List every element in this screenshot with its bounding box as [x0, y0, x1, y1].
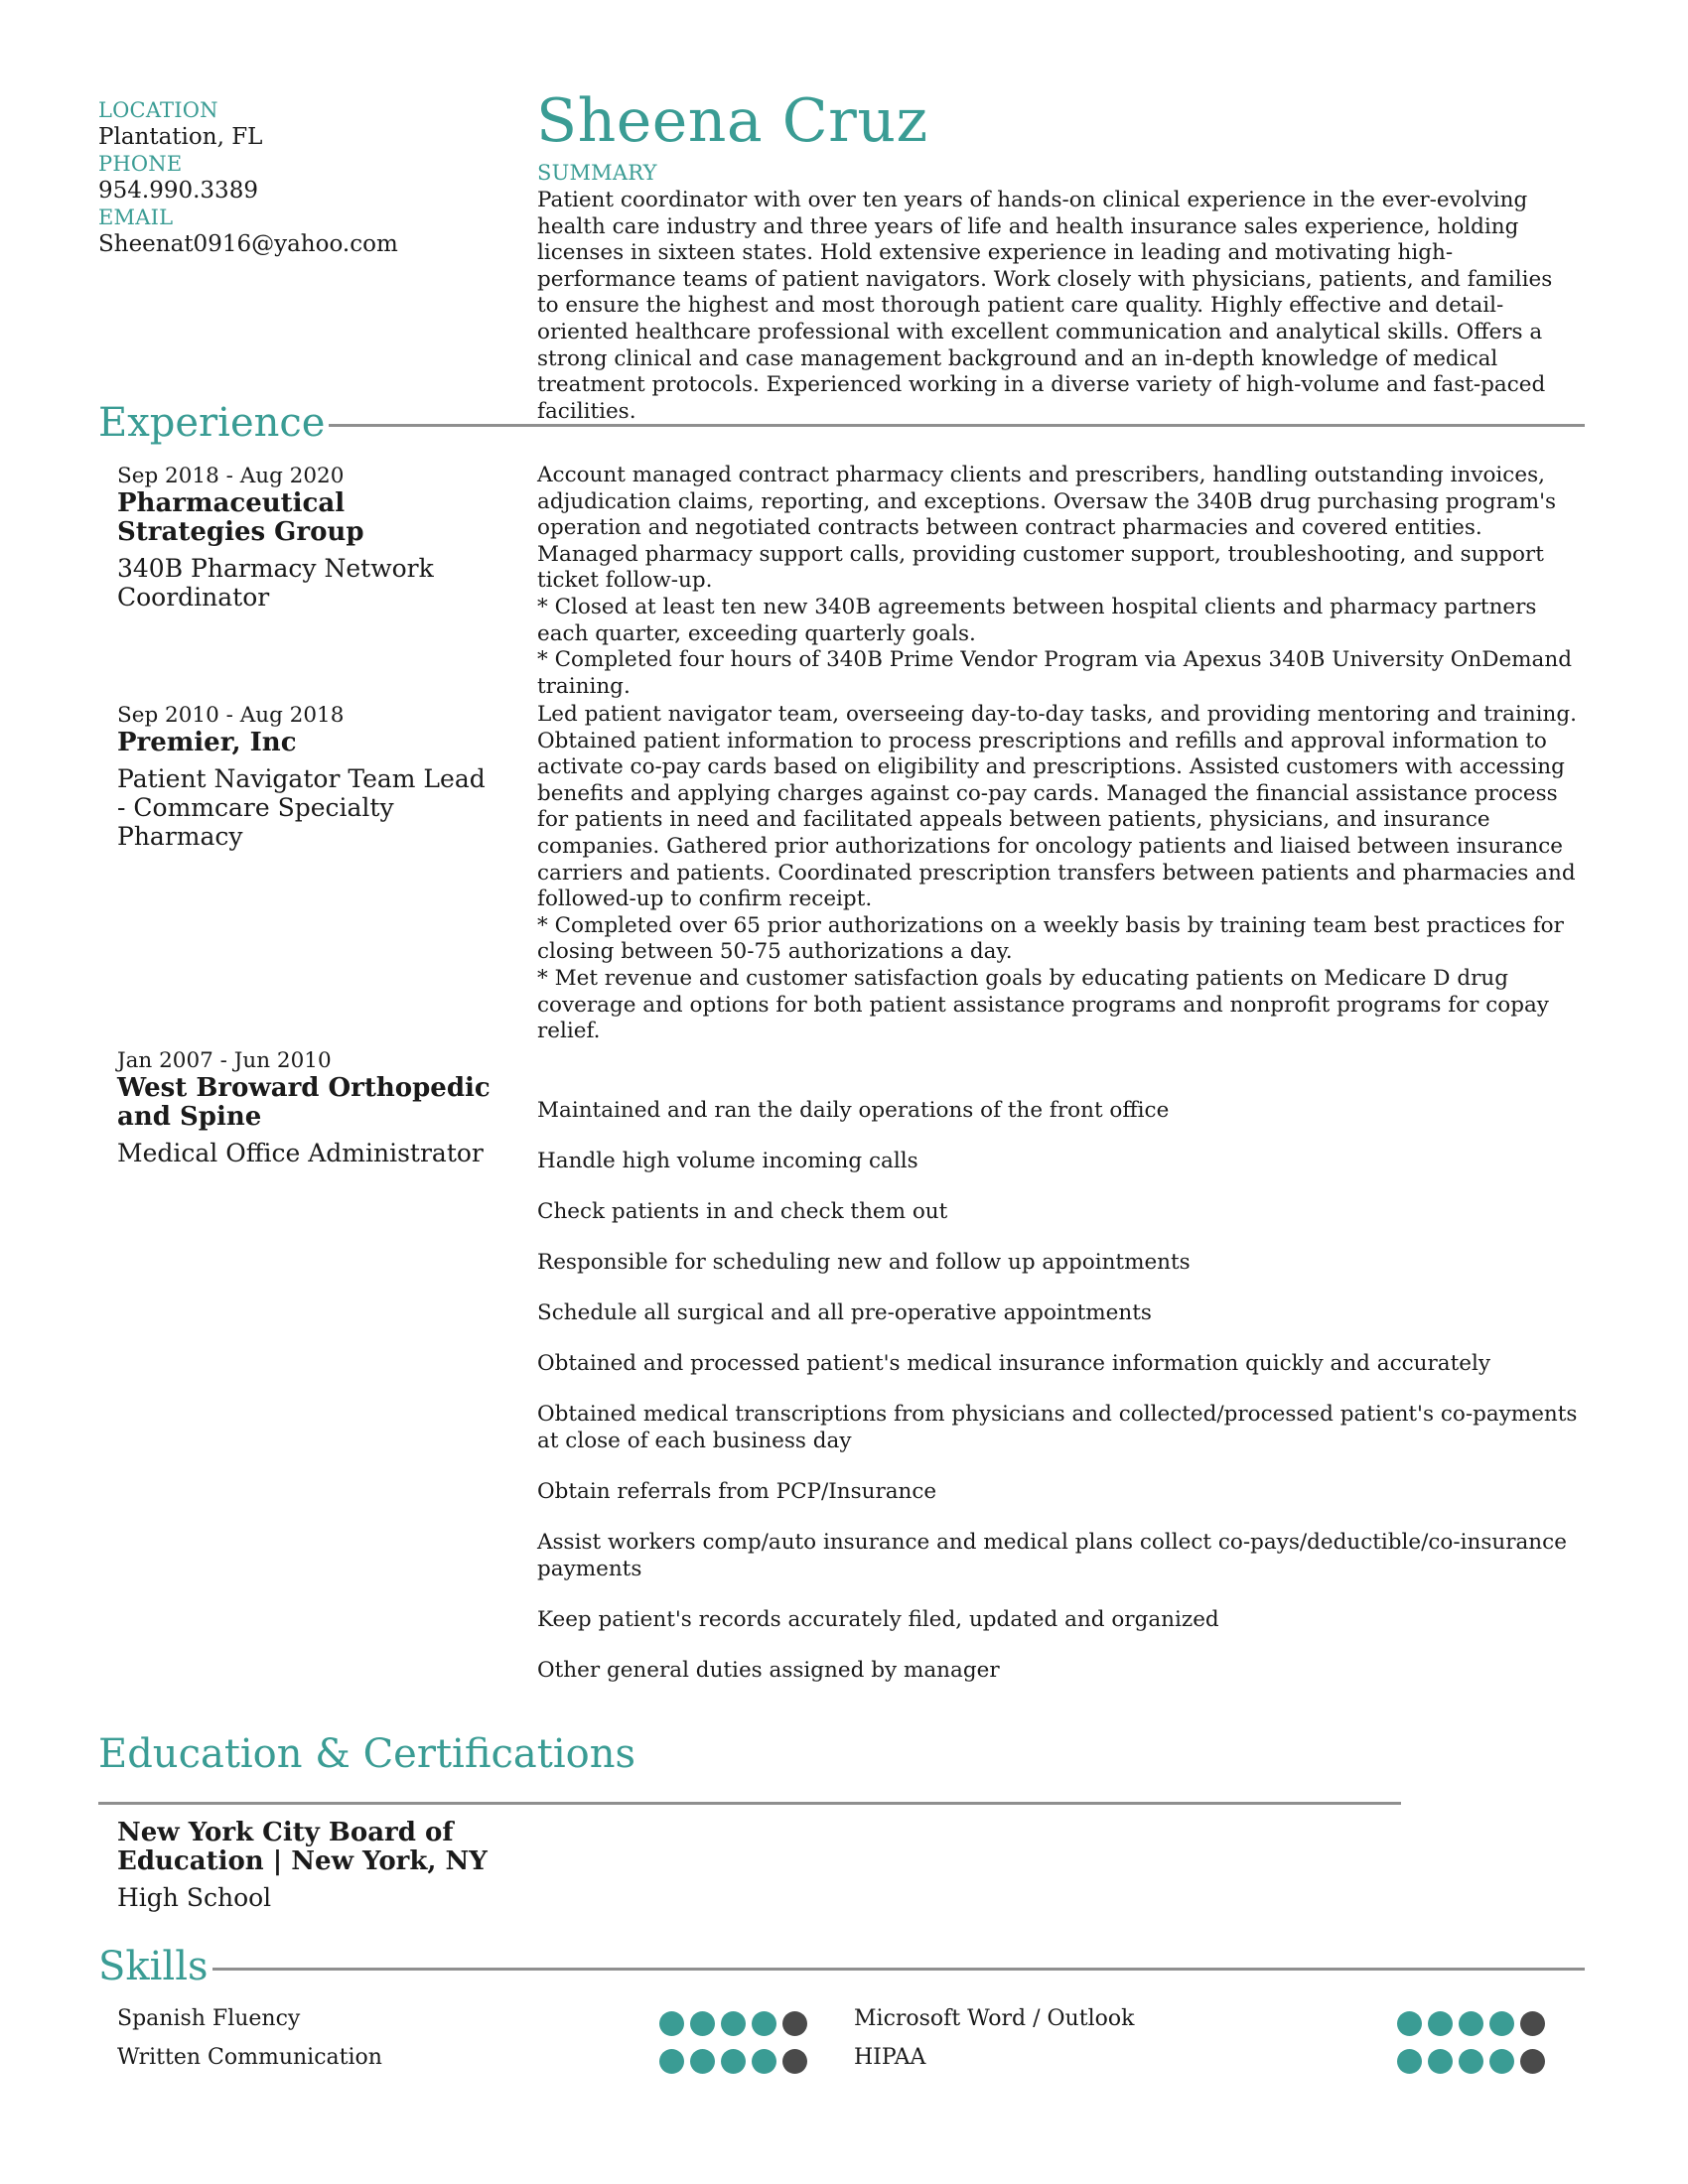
rating-dot-filled [1428, 2011, 1453, 2036]
summary-text: Patient coordinator with over ten years of hands-on clinical experience in the ever-evolving health care industry and three years of life and health insurance sales experience, holding licenses in sixteen states. Hold extensive experience in leading and motivating high-performance teams of patient navigators. Work closely with physicians, patients, and families to ensure the highest and most thorough patient care quality. Highly effective and detail-oriented healthcare professional with excellent communication and analytical skills. Offers a strong clinical and case management background and an in-depth knowledge of medical treatment protocols. Experienced working in a diverse variety of high-volume and fast-paced facilities. [537, 188, 1553, 424]
rating-dot-filled [1489, 2011, 1514, 2036]
job-description: Account managed contract pharmacy clients and prescribers, handling outstanding invoices, adjudication claims, reporting, and exceptions. Oversaw the 340B drug purchasing program's operation and negotiated contracts between contract pharmacies and covered entities. Managed pharmacy support calls, providing customer support, troubleshooting, and support ticket follow-up. [537, 463, 1557, 594]
skills-divider [212, 1968, 1585, 1971]
rating-dot-filled [1489, 2049, 1514, 2074]
rating-dot-empty [782, 2049, 807, 2074]
education-entry [117, 1819, 494, 1912]
job-role: Medical Office Administrator [117, 1139, 484, 1167]
duty-item: Obtained medical transcriptions from physicians and collected/processed patient's co-payments at close of each business day [537, 1402, 1578, 1453]
rating-dot-filled [1397, 2011, 1422, 2036]
skills-title: Skills [98, 1944, 209, 1989]
job-description: Led patient navigator team, overseeing day-to-day tasks, and providing mentoring and training. Obtained patient information to process prescriptions and refills and approval information to activate co-pay cards based on eligibility and prescriptions. Assisted customers with accessing benefits and applying charges against co-pay cards. Managed the financial assistance process for patients in need and facilitated appeals between patients, physicians, and insurance companies. Gathered prior authorizations for oncology patients and liaised between insurance carriers and patients. Coordinated prescription transfers between patients and pharmacies and followed-up to confirm receipt. [537, 702, 1577, 912]
job-company: Premier, Inc [117, 728, 297, 757]
email-value[interactable]: Sheenat0916@yahoo.com [98, 231, 398, 257]
job-1-details [537, 463, 1590, 700]
duty-item: Obtained and processed patient's medical insurance information quickly and accurately [537, 1351, 1490, 1376]
education-title: Education & Certifications [98, 1731, 635, 1777]
experience-title: Experience [98, 400, 326, 446]
skill-rating [659, 2011, 807, 2036]
rating-dot-filled [752, 2011, 776, 2036]
skill-name: Spanish Fluency [117, 2006, 301, 2031]
rating-dot-filled [1459, 2049, 1483, 2074]
rating-dot-filled [752, 2049, 776, 2074]
rating-dot-filled [1459, 2011, 1483, 2036]
duty-item: Schedule all surgical and all pre-operative appointments [537, 1300, 1152, 1325]
rating-dot-filled [659, 2049, 684, 2074]
job-company: West Broward Orthopedic and Spine [117, 1073, 491, 1132]
rating-dot-filled [690, 2049, 715, 2074]
location-value: Plantation, FL [98, 124, 263, 150]
skill-rating [659, 2049, 807, 2074]
skill-rating [1397, 2049, 1545, 2074]
phone-value: 954.990.3389 [98, 178, 258, 204]
job-bullet: * Completed over 65 prior authorizations on a weekly basis by training team best practices for closing between 50-75 authorizations a day. [537, 912, 1564, 965]
job-dates: Jan 2007 - Jun 2010 [117, 1048, 332, 1073]
school-name: New York City Board of Education | New York, NY [117, 1818, 488, 1876]
experience-heading [98, 399, 1585, 447]
rating-dot-filled [1428, 2049, 1453, 2074]
rating-dot-empty [1520, 2049, 1545, 2074]
duty-item: Responsible for scheduling new and follow up appointments [537, 1250, 1191, 1275]
candidate-name: Sheena Cruz [536, 86, 928, 156]
job-bullet: * Closed at least ten new 340B agreements between hospital clients and pharmacy partners each quarter, exceeding quarterly goals. [537, 594, 1537, 646]
skill-name: HIPAA [854, 2045, 926, 2070]
skill-name: Written Communication [117, 2045, 382, 2070]
duty-item: Handle high volume incoming calls [537, 1149, 918, 1173]
degree: High School [117, 1883, 272, 1912]
job-3-duties [537, 1097, 1586, 1707]
job-1-meta [117, 464, 494, 612]
duty-item: Check patients in and check them out [537, 1199, 948, 1224]
job-bullet: * Completed four hours of 340B Prime Vendor Program via Apexus 340B University OnDemand training. [537, 647, 1572, 699]
duty-item: Keep patient's records accurately filed, updated and organized [537, 1607, 1219, 1632]
phone-label: PHONE [98, 152, 183, 176]
email-label: EMAIL [98, 205, 174, 229]
rating-dot-empty [1520, 2011, 1545, 2036]
experience-divider [329, 424, 1585, 427]
summary-label: SUMMARY [537, 161, 657, 185]
skill-name: Microsoft Word / Outlook [854, 2006, 1135, 2031]
rating-dot-filled [1397, 2049, 1422, 2074]
rating-dot-empty [782, 2011, 807, 2036]
job-2-meta [117, 703, 494, 851]
job-2-details [537, 702, 1586, 1045]
duty-item: Obtain referrals from PCP/Insurance [537, 1479, 937, 1504]
rating-dot-filled [659, 2011, 684, 2036]
job-bullet: * Met revenue and customer satisfaction goals by educating patients on Medicare D drug coverage and options for both patient assistance programs and nonprofit programs for copay relief. [537, 965, 1549, 1044]
job-dates: Sep 2010 - Aug 2018 [117, 703, 345, 728]
contact-block [98, 97, 476, 258]
job-dates: Sep 2018 - Aug 2020 [117, 464, 345, 488]
job-role: 340B Pharmacy Network Coordinator [117, 554, 434, 612]
duty-item: Other general duties assigned by manager [537, 1658, 1000, 1683]
job-3-meta [117, 1048, 494, 1167]
skill-rating [1397, 2011, 1545, 2036]
skills-heading [98, 1943, 1585, 1990]
duty-item: Assist workers comp/auto insurance and medical plans collect co-pays/deductible/co-insurance payments [537, 1530, 1567, 1581]
rating-dot-filled [721, 2049, 746, 2074]
education-divider [98, 1802, 1401, 1805]
job-role: Patient Navigator Team Lead - Commcare Specialty Pharmacy [117, 764, 486, 851]
duty-item: Maintained and ran the daily operations of the front office [537, 1098, 1170, 1123]
rating-dot-filled [690, 2011, 715, 2036]
rating-dot-filled [721, 2011, 746, 2036]
job-company: Pharmaceutical Strategies Group [117, 488, 364, 547]
location-label: LOCATION [98, 98, 218, 122]
